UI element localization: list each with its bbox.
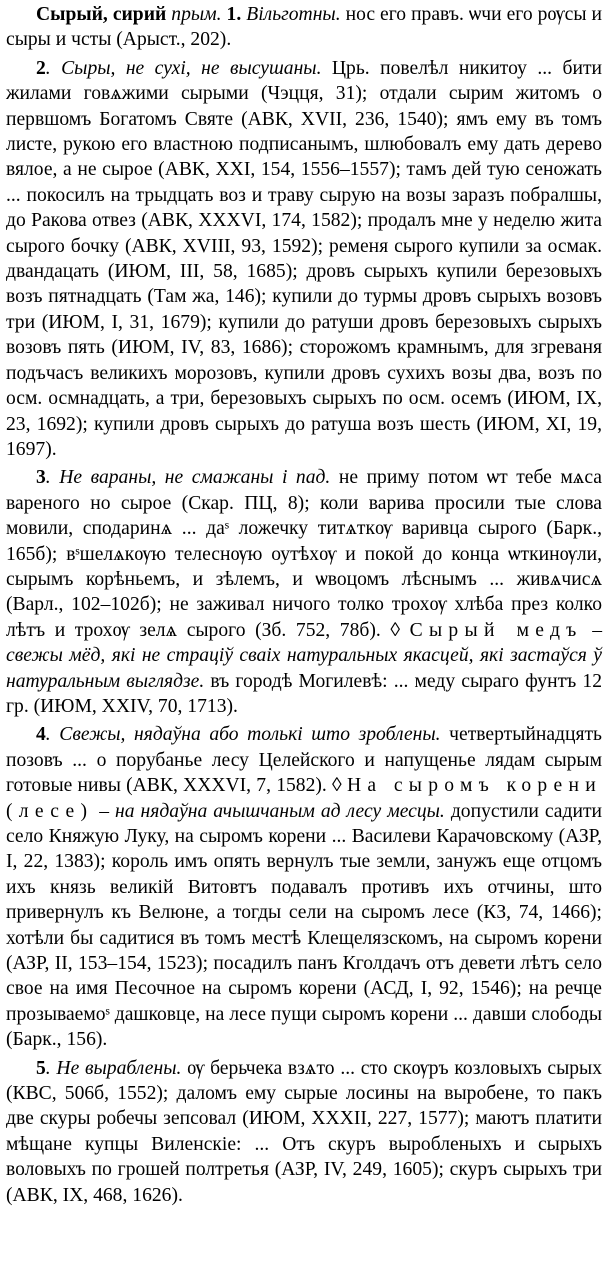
entry-paragraph-5 — [6, 1056, 602, 1208]
phrase-citations-4: допустили садити село Княжую Луку, на сыромъ корени ... Василеви Карачовскому (АЗР, I, 22, 1383); король имъ опять вернулъ тые земли, занужъ еще отцомъ ихъ князь великій Витовтъ подавалъ противъ ихъ отчины, што привернулъ къ Велюне, а тогды сели на сыромъ лесе (КЗ, 74, 1466); хотѣли бы садитися въ томъ местѣ Клещелязскомъ, на сыромъ корени (АЗР, II, 153–154, 1523); посадилъ панъ Кголдачъ отъ девети лѣтъ село свое на имя Песочное на сыромъ корени (АСД, I, 92, 1546); на речце прозываемоˢ дашковце, на лесе пущи сыромъ корени ... давши слободы (Барк., 156). — [6, 800, 602, 1051]
part-of-speech: прым. — [166, 4, 222, 25]
sense-citations-1: нос его правъ. ѡчи его рѹсы и сыры и чсты (Арыст., 202). — [6, 4, 602, 51]
entry-paragraph-3 — [6, 465, 602, 719]
sense-citations-4: четвертыйнадцять позовъ ... о порубанье лесу Целейского и напущенье лядам сырым готовые нивы (АВК, XXXVI, 7, 1582). ◊ — [6, 724, 602, 797]
phrase-headword-3: Сырый медъ — [409, 619, 583, 641]
entry-paragraph-4 — [6, 722, 602, 1052]
sense-number-5: 5 — [36, 1057, 46, 1079]
sense-citations-5: ѹ берьчека взѧто ... сто скѹръ козловыхъ сырых (КВС, 506б, 1552); даломъ ему сырые лосины на выробене, то пакъ две скуры робечы зепсовал (ИЮМ, XXXII, 227, 1577); маютъ платити мѣщане купцы Виленскіе: ... Отъ скуръ выробленыхъ и сырыхъ воловыхъ по грошей полтретья (АЗР, IV, 249, 1605); скуръ сырыхъ три (АВК, IX, 468, 1626). — [6, 1057, 602, 1206]
sense-citations-3: не приму потом ѡт тебе мѧса вареного но сырое (Скар. ПЦ, 8); коли варива просили тые слова мовили, сподаринѧ ... даˢ ложечку титѧткѹ варивца сырого (Барк., 165б); вˢшелѧкѹю телеснѹю оутѣхѹ и покой до конца ѡткинѹли, сырымъ корѣньемъ, и зѣлемъ, и ѡвоцомъ лѣснымъ ... живѧчисѧ (Варл., 102–102б); не заживал ничого толко трохѹ хлѣба през колко лѣтъ и трохѹ зелѧ сырого (Зб. 752, 78б). ◊ — [6, 467, 602, 641]
entry-headword: Сырый, сирий — [36, 4, 167, 25]
phrase-citations-3: въ городѣ Могилевѣ: ... меду сыраго фунтъ 12 гр. (ИЮМ, XXIV, 70, 1713). — [6, 670, 603, 717]
phrase-definition-4: – на нядаўна ачышчаным ад лесу месцы. — [93, 800, 445, 822]
sense-definition-4: . Свежы, нядаўна або толькі што зроблены. — [45, 724, 441, 746]
sense-number-3: 3 — [36, 467, 46, 489]
sense-citations-2: Црь. повелѣл никитоу ... бити жилами говѧжими сырыми (Чэцця, 31); отдали сырим житомъ о первшомъ Богатомъ Святе (АВК, XVII, 236, 1540); ямъ ему въ томъ листе, рукою его властною подписанымъ, шлюбовалъ ему дать дерево вялое, а не сырое (АВК, XXI, 154, 1556–1557); тамъ дей тую сеножать ... покосилъ на трыдцать воз и траву сырую на возы заразъ побралшы, до Ракова отвез (АВК, XXXVI, 174, 1582); продалъ мне у неделю жита сырого бочку (АВК, XVIII, 93, 1592); ременя сырого купили за осмак. двандацать (ИЮМ, III, 58, 1685); дровъ сырыхъ купили березовыхъ возъ пятнадцать (Там жа, 146); купили до турмы дровъ сырыхъ возовъ три (ИЮМ, I, 31, 1679); купили до ратуши дровъ березовыхъ сырыхъ возовъ пять (ИЮМ, IV, 83, 1686); сторожомъ крамнымъ, для згреваня подъчасъ великихъ морозовъ, купили дровъ сухихъ возы два, возъ по осм. осмнадцать, а три, березовыхъ сырыхъ по осм. осемъ (ИЮМ, IX, 23, 1692); купили дровъ сырыхъ до ратуша возъ шесть (ИЮМ, XI, 19, 1697). — [6, 57, 602, 460]
sense-definition-5: . Не выраблены. — [45, 1057, 182, 1079]
sense-number-2: 2 — [36, 57, 46, 79]
sense-number-1: 1. — [221, 4, 242, 25]
sense-definition-3: . Не вараны, не смажаны і пад. — [45, 467, 331, 489]
entry-paragraph-1 — [6, 2, 602, 53]
entry-paragraph-2 — [6, 56, 602, 463]
phrase-headword-4: На сыромъ корени (лесе) — [6, 775, 602, 822]
sense-number-4: 4 — [36, 724, 46, 746]
sense-definition-1: Вільготны. — [241, 4, 341, 25]
sense-definition-2: . Сыры, не сухі, не высушаны. — [45, 57, 322, 79]
phrase-definition-3: – свежы мёд, які не страціў сваіх натуральных якасцей, які застаўся ў натуральным выглядзе. — [6, 619, 602, 692]
